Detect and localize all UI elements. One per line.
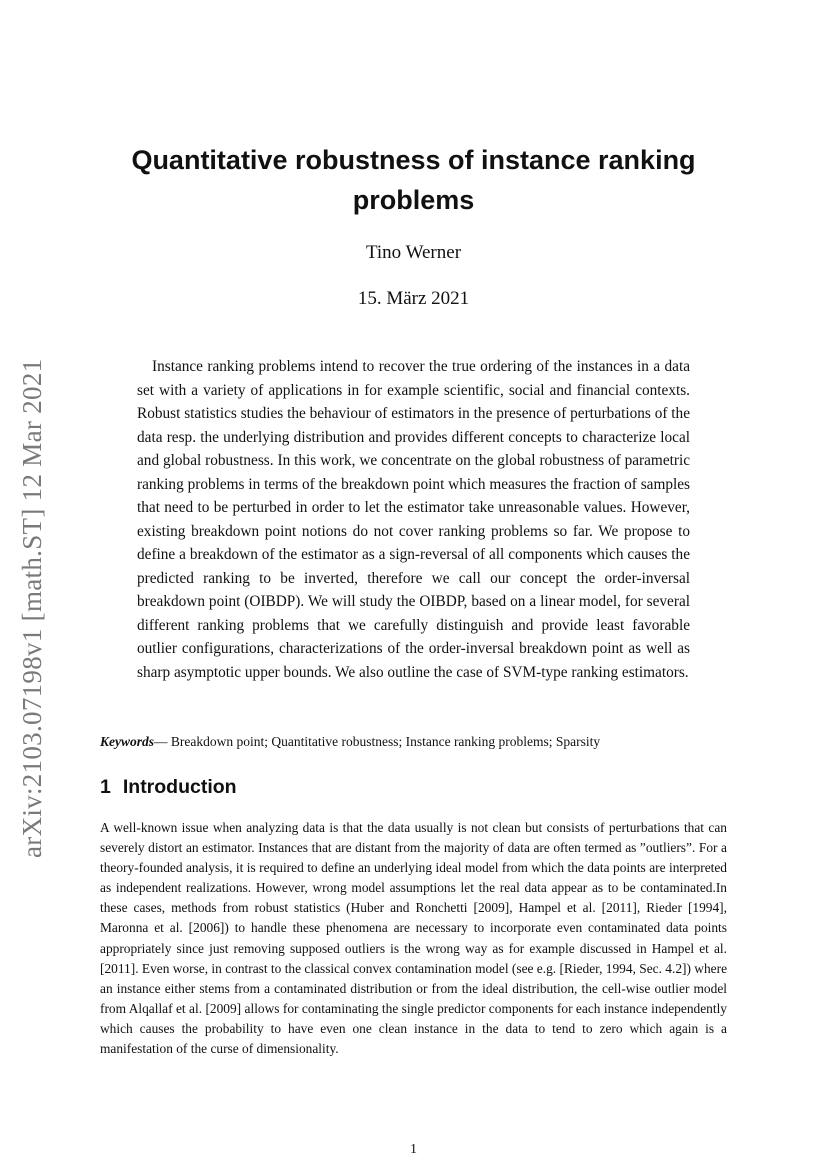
section-title: Introduction	[122, 776, 237, 798]
abstract: Instance ranking problems intend to recover the true ordering of the instances in a data set with a variety of applications in for example scientific, social and financial contexts. Robust statistics studies the behaviour of estimators in the presence of perturbations of the data resp. the underlying distribution and provides different concepts to characterize local and global robustness. In this work, we concentrate on the global robustness of parametric ranking problems in terms of the breakdown point which measures the fraction of samples that need to be perturbed in order to let the estimator take unreasonable values. However, existing breakdown point notions do not cover ranking problems so far. We propose to define a breakdown of the estimator as a sign-reversal of all components which causes the predicted ranking to be inverted, therefore we call our concept the order-inversal breakdown point (OIBDP). We will study the OIBDP, based on a linear model, for several different ranking problems that we carefully distinguish and provide least favorable outlier configurations, characterizations of the order-inversal breakdown point as well as sharp asymptotic upper bounds. We also outline the case of SVM-type ranking estimators.	[137, 358, 690, 681]
keywords-label: Keywords	[100, 734, 154, 749]
page-number: 1	[410, 1142, 417, 1157]
introduction-paragraph: A well-known issue when analyzing data is that the data usually is not clean but consists of perturbations that can severely distort an estimator. Instances that are distant from the majority of data are often termed as ”outliers”. For a theory-founded analysis, it is required to define an underlying ideal model from which the data points are interpreted as independent realizations. However, wrong model assumptions let the real data appear as to be contaminated.In these cases, methods from robust statistics (Huber and Ronchetti [2009], Hampel et al. [2011], Rieder [1994], Maronna et al. [2006]) to handle these phenomena are necessary to incorporate even contaminated data points appropriately since just removing supposed outliers is the wrong way as for example discussed in Hampel et al. [2011]. Even worse, in contrast to the classical convex contamination model (see e.g. [Rieder, 1994, Sec. 4.2]) where an instance either stems from a contaminated distribution or from the ideal distribution, the cell-wise outlier model from Alqallaf et al. [2009] allows for contaminating the single predictor components for each instance independently which causes the probability to have even one clean instance in the data to tend to zero which again is a manifestation of the curse of dimensionality.	[100, 820, 728, 1057]
section-heading	[100, 776, 237, 799]
paper-title: Quantitative robustness of instance ranking problems	[131, 145, 696, 215]
keywords-text: — Breakdown point; Quantitative robustness; Instance ranking problems; Sparsity	[154, 734, 601, 749]
section-number: 1	[100, 776, 111, 798]
publication-date: 15. März 2021	[357, 288, 470, 309]
author-name: Tino Werner	[365, 242, 462, 263]
keywords	[100, 733, 727, 751]
arxiv-identifier: arXiv:2103.07198v1 [math.ST] 12 Mar 2021	[17, 358, 47, 858]
